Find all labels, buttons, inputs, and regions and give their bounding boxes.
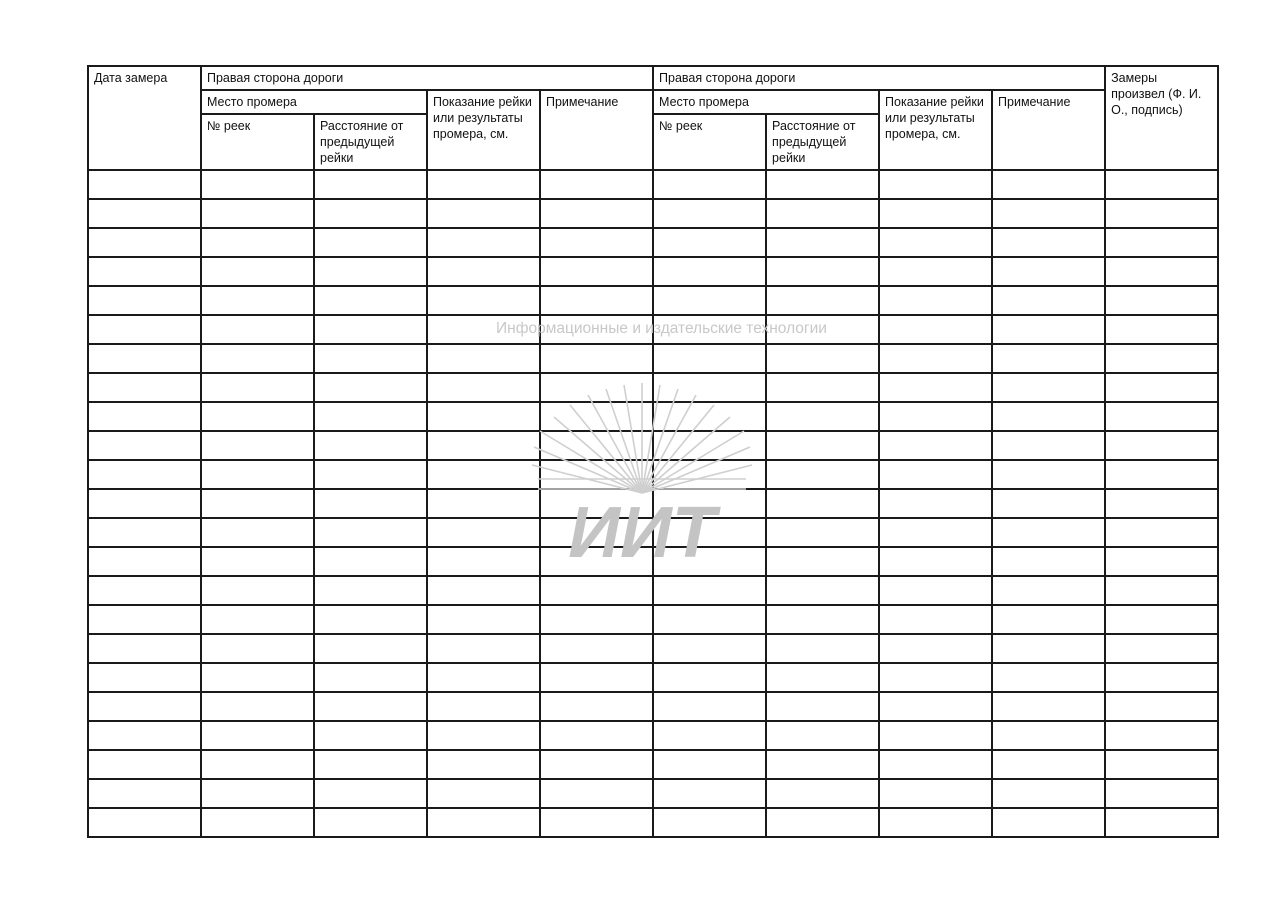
blank-cell[interactable] [88, 547, 201, 576]
blank-cell[interactable] [540, 808, 653, 837]
blank-cell[interactable] [653, 170, 766, 199]
blank-cell[interactable] [879, 721, 992, 750]
table-row [88, 170, 1218, 199]
blank-cell[interactable] [201, 518, 314, 547]
blank-cell[interactable] [201, 547, 314, 576]
blank-cell[interactable] [992, 373, 1105, 402]
blank-cell[interactable] [314, 286, 427, 315]
blank-cell[interactable] [427, 489, 540, 518]
blank-cell[interactable] [653, 779, 766, 808]
blank-cell[interactable] [766, 199, 879, 228]
blank-cell[interactable] [201, 779, 314, 808]
blank-cell[interactable] [992, 576, 1105, 605]
blank-cell[interactable] [766, 576, 879, 605]
blank-cell[interactable] [879, 344, 992, 373]
watermark-logo-text: ИИТ [568, 493, 716, 573]
blank-cell[interactable] [1105, 373, 1218, 402]
measurement-table [87, 65, 1219, 838]
blank-cell[interactable] [992, 431, 1105, 460]
watermark-arc-text: Информационные и издательские технологии [496, 320, 827, 337]
blank-cell[interactable] [88, 808, 201, 837]
blank-cell[interactable] [201, 257, 314, 286]
blank-cell[interactable] [879, 634, 992, 663]
blank-cell[interactable] [766, 518, 879, 547]
blank-cell[interactable] [653, 605, 766, 634]
table-row [88, 199, 1218, 228]
blank-cell[interactable] [992, 808, 1105, 837]
blank-cell[interactable] [427, 518, 540, 547]
blank-cell[interactable] [201, 344, 314, 373]
blank-cell[interactable] [653, 721, 766, 750]
header-rods-right: № реек [653, 114, 766, 170]
blank-cell[interactable] [992, 344, 1105, 373]
blank-cell[interactable] [540, 663, 653, 692]
blank-cell[interactable] [88, 750, 201, 779]
blank-cell[interactable] [1105, 315, 1218, 344]
blank-cell[interactable] [540, 576, 653, 605]
table-row [88, 576, 1218, 605]
header-note-right: Примечание [992, 90, 1105, 170]
blank-cell[interactable] [540, 257, 653, 286]
table-row [88, 721, 1218, 750]
header-side-left: Правая сторона дороги [201, 66, 653, 90]
table-row [88, 489, 1218, 518]
blank-cell[interactable] [540, 402, 653, 431]
blank-cell[interactable] [1105, 576, 1218, 605]
blank-cell[interactable] [540, 779, 653, 808]
table-row [88, 402, 1218, 431]
blank-cell[interactable] [879, 286, 992, 315]
table-row [88, 779, 1218, 808]
blank-cell[interactable] [88, 402, 201, 431]
header-side-right: Правая сторона дороги [653, 66, 1105, 90]
header-measured-by: Замеры произвел (Ф. И. О., подпись) [1105, 66, 1218, 170]
blank-cell[interactable] [653, 286, 766, 315]
blank-cell[interactable] [540, 634, 653, 663]
blank-cell[interactable] [766, 489, 879, 518]
table-row [88, 808, 1218, 837]
blank-cell[interactable] [992, 605, 1105, 634]
blank-cell[interactable] [766, 344, 879, 373]
blank-cell[interactable] [540, 431, 653, 460]
blank-cell[interactable] [427, 402, 540, 431]
blank-cell[interactable] [1105, 402, 1218, 431]
blank-cell[interactable] [766, 605, 879, 634]
blank-cell[interactable] [88, 286, 201, 315]
blank-cell[interactable] [427, 634, 540, 663]
blank-cell[interactable] [879, 228, 992, 257]
blank-cell[interactable] [992, 170, 1105, 199]
blank-cell[interactable] [766, 634, 879, 663]
blank-cell[interactable] [1105, 489, 1218, 518]
table-row [88, 344, 1218, 373]
blank-cell[interactable] [653, 576, 766, 605]
blank-cell[interactable] [879, 663, 992, 692]
table-row [88, 257, 1218, 286]
blank-cell[interactable] [879, 315, 992, 344]
blank-cell[interactable] [201, 286, 314, 315]
blank-cell[interactable] [314, 431, 427, 460]
blank-cell[interactable] [201, 315, 314, 344]
blank-cell[interactable] [88, 634, 201, 663]
blank-cell[interactable] [992, 286, 1105, 315]
table-row [88, 547, 1218, 576]
blank-cell[interactable] [88, 228, 201, 257]
blank-cell[interactable] [88, 779, 201, 808]
blank-cell[interactable] [766, 257, 879, 286]
blank-cell[interactable] [314, 808, 427, 837]
blank-cell[interactable] [766, 692, 879, 721]
blank-cell[interactable] [653, 199, 766, 228]
blank-cell[interactable] [766, 402, 879, 431]
blank-cell[interactable] [653, 750, 766, 779]
blank-cell[interactable] [314, 663, 427, 692]
blank-cell[interactable] [766, 170, 879, 199]
blank-cell[interactable] [1105, 199, 1218, 228]
measurement-form [87, 65, 1217, 838]
blank-cell[interactable] [427, 750, 540, 779]
blank-cell[interactable] [88, 605, 201, 634]
blank-cell[interactable] [766, 228, 879, 257]
blank-cell[interactable] [201, 373, 314, 402]
blank-cell[interactable] [88, 518, 201, 547]
blank-cell[interactable] [653, 257, 766, 286]
blank-cell[interactable] [88, 199, 201, 228]
blank-cell[interactable] [653, 634, 766, 663]
blank-cell[interactable] [1105, 634, 1218, 663]
blank-cell[interactable] [1105, 605, 1218, 634]
blank-cell[interactable] [1105, 808, 1218, 837]
table-row [88, 315, 1218, 344]
table-row [88, 431, 1218, 460]
blank-cell[interactable] [879, 489, 992, 518]
blank-cell[interactable] [879, 779, 992, 808]
blank-cell[interactable] [879, 170, 992, 199]
blank-cell[interactable] [992, 460, 1105, 489]
blank-cell[interactable] [88, 460, 201, 489]
blank-cell[interactable] [88, 344, 201, 373]
blank-cell[interactable] [201, 170, 314, 199]
table-row [88, 228, 1218, 257]
blank-cell[interactable] [653, 489, 766, 518]
blank-cell[interactable] [992, 547, 1105, 576]
header-date: Дата замера [88, 66, 201, 170]
blank-cell[interactable] [427, 228, 540, 257]
table-row [88, 286, 1218, 315]
blank-cell[interactable] [1105, 518, 1218, 547]
blank-cell[interactable] [88, 721, 201, 750]
blank-cell[interactable] [653, 518, 766, 547]
blank-cell[interactable] [653, 228, 766, 257]
blank-cell[interactable] [88, 257, 201, 286]
blank-cell[interactable] [88, 663, 201, 692]
blank-cell[interactable] [314, 344, 427, 373]
header-note-left: Примечание [540, 90, 653, 170]
blank-cell[interactable] [1105, 547, 1218, 576]
blank-cell[interactable] [314, 170, 427, 199]
blank-cell[interactable] [201, 808, 314, 837]
blank-cell[interactable] [766, 547, 879, 576]
blank-cell[interactable] [427, 605, 540, 634]
blank-cell[interactable] [314, 402, 427, 431]
table-row [88, 518, 1218, 547]
blank-cell[interactable] [1105, 170, 1218, 199]
blank-cell[interactable] [540, 315, 653, 344]
blank-cell[interactable] [201, 431, 314, 460]
blank-cell[interactable] [314, 721, 427, 750]
blank-cell[interactable] [314, 779, 427, 808]
blank-cell[interactable] [427, 663, 540, 692]
blank-cell[interactable] [766, 373, 879, 402]
blank-cell[interactable] [314, 373, 427, 402]
blank-cell[interactable] [201, 750, 314, 779]
table-row [88, 605, 1218, 634]
blank-cell[interactable] [201, 199, 314, 228]
table-row [88, 692, 1218, 721]
blank-cell[interactable] [540, 692, 653, 721]
table-row [88, 663, 1218, 692]
blank-cell[interactable] [314, 605, 427, 634]
blank-cell[interactable] [201, 489, 314, 518]
blank-cell[interactable] [992, 634, 1105, 663]
blank-cell[interactable] [314, 547, 427, 576]
blank-cell[interactable] [314, 228, 427, 257]
blank-cell[interactable] [1105, 721, 1218, 750]
blank-cell[interactable] [427, 170, 540, 199]
blank-cell[interactable] [879, 431, 992, 460]
blank-cell[interactable] [1105, 692, 1218, 721]
blank-cell[interactable] [766, 460, 879, 489]
blank-cell[interactable] [201, 634, 314, 663]
blank-cell[interactable] [427, 808, 540, 837]
blank-cell[interactable] [427, 576, 540, 605]
blank-cell[interactable] [427, 315, 540, 344]
blank-cell[interactable] [201, 228, 314, 257]
blank-cell[interactable] [427, 431, 540, 460]
blank-cell[interactable] [540, 286, 653, 315]
blank-cell[interactable] [540, 460, 653, 489]
blank-cell[interactable] [427, 547, 540, 576]
blank-cell[interactable] [540, 199, 653, 228]
blank-cell[interactable] [992, 315, 1105, 344]
blank-cell[interactable] [879, 460, 992, 489]
blank-cell[interactable] [653, 402, 766, 431]
blank-cell[interactable] [766, 315, 879, 344]
header-place-right: Место промера [653, 90, 879, 114]
blank-cell[interactable] [879, 199, 992, 228]
table-row [88, 460, 1218, 489]
header-rods-left: № реек [201, 114, 314, 170]
blank-cell[interactable] [992, 402, 1105, 431]
blank-cell[interactable] [314, 518, 427, 547]
blank-cell[interactable] [88, 692, 201, 721]
blank-cell[interactable] [1105, 460, 1218, 489]
blank-cell[interactable] [540, 605, 653, 634]
blank-cell[interactable] [540, 228, 653, 257]
blank-cell[interactable] [879, 750, 992, 779]
header-place-left: Место промера [201, 90, 427, 114]
blank-cell[interactable] [314, 199, 427, 228]
table-row [88, 634, 1218, 663]
blank-cell[interactable] [540, 489, 653, 518]
blank-cell[interactable] [766, 779, 879, 808]
blank-cell[interactable] [879, 402, 992, 431]
blank-cell[interactable] [88, 373, 201, 402]
blank-cell[interactable] [314, 460, 427, 489]
blank-cell[interactable] [201, 721, 314, 750]
blank-cell[interactable] [766, 663, 879, 692]
header-reading-right: Показание рейки или результаты промера, см. [879, 90, 992, 170]
table-row [88, 373, 1218, 402]
blank-cell[interactable] [427, 460, 540, 489]
blank-cell[interactable] [1105, 344, 1218, 373]
blank-cell[interactable] [879, 692, 992, 721]
table-row [88, 750, 1218, 779]
blank-cell[interactable] [201, 460, 314, 489]
blank-cell[interactable] [653, 460, 766, 489]
blank-cell[interactable] [1105, 663, 1218, 692]
blank-cell[interactable] [314, 576, 427, 605]
blank-cell[interactable] [314, 692, 427, 721]
blank-cell[interactable] [1105, 286, 1218, 315]
blank-cell[interactable] [879, 373, 992, 402]
blank-cell[interactable] [879, 257, 992, 286]
blank-cell[interactable] [766, 808, 879, 837]
blank-cell[interactable] [1105, 431, 1218, 460]
blank-cell[interactable] [540, 750, 653, 779]
blank-cell[interactable] [540, 344, 653, 373]
blank-cell[interactable] [653, 692, 766, 721]
blank-cell[interactable] [427, 344, 540, 373]
blank-cell[interactable] [88, 170, 201, 199]
blank-cell[interactable] [88, 576, 201, 605]
blank-cell[interactable] [201, 402, 314, 431]
blank-cell[interactable] [992, 489, 1105, 518]
blank-cell[interactable] [427, 779, 540, 808]
blank-cell[interactable] [540, 518, 653, 547]
blank-cell[interactable] [992, 199, 1105, 228]
blank-cell[interactable] [992, 750, 1105, 779]
blank-cell[interactable] [427, 286, 540, 315]
blank-cell[interactable] [427, 721, 540, 750]
blank-cell[interactable] [201, 692, 314, 721]
blank-cell[interactable] [653, 808, 766, 837]
blank-cell[interactable] [992, 228, 1105, 257]
blank-cell[interactable] [653, 344, 766, 373]
blank-cell[interactable] [879, 518, 992, 547]
blank-cell[interactable] [201, 605, 314, 634]
blank-cell[interactable] [88, 489, 201, 518]
blank-cell[interactable] [427, 199, 540, 228]
header-reading-left: Показание рейки или результаты промера, см. [427, 90, 540, 170]
blank-cell[interactable] [540, 547, 653, 576]
blank-cell[interactable] [879, 808, 992, 837]
blank-cell[interactable] [879, 605, 992, 634]
blank-cell[interactable] [766, 286, 879, 315]
blank-cell[interactable] [540, 170, 653, 199]
header-distance-right: Расстояние от предыдущей рейки [766, 114, 879, 170]
blank-cell[interactable] [427, 692, 540, 721]
blank-cell[interactable] [314, 257, 427, 286]
blank-cell[interactable] [766, 721, 879, 750]
blank-cell[interactable] [879, 547, 992, 576]
blank-cell[interactable] [766, 431, 879, 460]
blank-cell[interactable] [201, 663, 314, 692]
blank-cell[interactable] [653, 431, 766, 460]
blank-cell[interactable] [653, 663, 766, 692]
blank-cell[interactable] [314, 750, 427, 779]
blank-cell[interactable] [992, 692, 1105, 721]
blank-cell[interactable] [766, 750, 879, 779]
blank-cell[interactable] [1105, 779, 1218, 808]
blank-cell[interactable] [314, 315, 427, 344]
blank-cell[interactable] [314, 489, 427, 518]
blank-cell[interactable] [201, 576, 314, 605]
blank-cell[interactable] [653, 547, 766, 576]
blank-cell[interactable] [992, 663, 1105, 692]
blank-cell[interactable] [540, 721, 653, 750]
blank-cell[interactable] [1105, 228, 1218, 257]
blank-cell[interactable] [427, 257, 540, 286]
blank-cell[interactable] [992, 721, 1105, 750]
blank-cell[interactable] [992, 779, 1105, 808]
blank-cell[interactable] [540, 373, 653, 402]
header-distance-left: Расстояние от предыдущей рейки [314, 114, 427, 170]
blank-cell[interactable] [992, 518, 1105, 547]
blank-cell[interactable] [427, 373, 540, 402]
blank-cell[interactable] [879, 576, 992, 605]
blank-cell[interactable] [1105, 257, 1218, 286]
blank-cell[interactable] [653, 315, 766, 344]
blank-cell[interactable] [653, 373, 766, 402]
blank-cell[interactable] [88, 315, 201, 344]
blank-cell[interactable] [88, 431, 201, 460]
blank-cell[interactable] [1105, 750, 1218, 779]
blank-cell[interactable] [992, 257, 1105, 286]
blank-cell[interactable] [314, 634, 427, 663]
